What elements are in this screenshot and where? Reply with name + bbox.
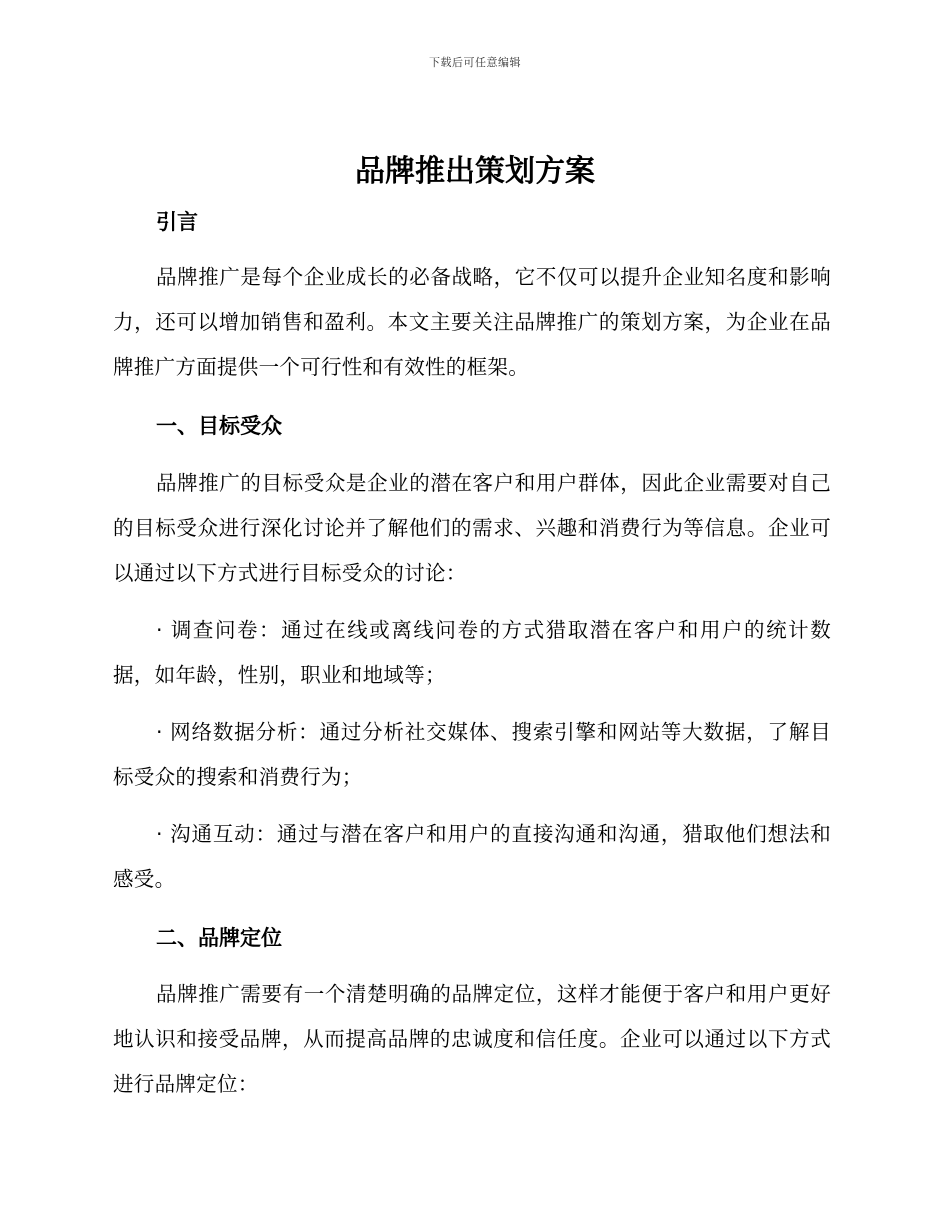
page-header-note: 下载后可任意编辑: [429, 56, 521, 69]
list-item: · 沟通互动：通过与潜在客户和用户的直接沟通和沟通，猎取他们想法和感受。: [113, 822, 831, 891]
intro-paragraph: 品牌推广是每个企业成长的必备战略，它不仅可以提升企业知名度和影响力，还可以增加销售和盈利。本文主要关注品牌推广的策划方案，为企业在品牌推广方面提供一个可行性和有效性的框架。: [113, 265, 831, 379]
section-2-heading: 二、品牌定位: [156, 926, 282, 950]
list-item: · 调查问卷：通过在线或离线问卷的方式猎取潜在客户和用户的统计数据，如年龄，性别，职业和地域等；: [113, 618, 831, 687]
section-1-paragraph: 品牌推广的目标受众是企业的潜在客户和用户群体，因此企业需要对自己的目标受众进行深化讨论并了解他们的需求、兴趣和消费行为等信息。企业可以通过以下方式进行目标受众的讨论：: [113, 471, 831, 585]
list-item: · 网络数据分析：通过分析社交媒体、搜索引擎和网站等大数据，了解目标受众的搜索和消费行为；: [113, 720, 831, 789]
document-title: 品牌推出策划方案: [355, 154, 595, 189]
section-1-heading: 一、目标受众: [156, 414, 282, 438]
section-2-paragraph: 品牌推广需要有一个清楚明确的品牌定位，这样才能便于客户和用户更好地认识和接受品牌，从而提高品牌的忠诚度和信任度。企业可以通过以下方式进行品牌定位：: [113, 982, 831, 1096]
intro-heading: 引言: [156, 210, 198, 234]
